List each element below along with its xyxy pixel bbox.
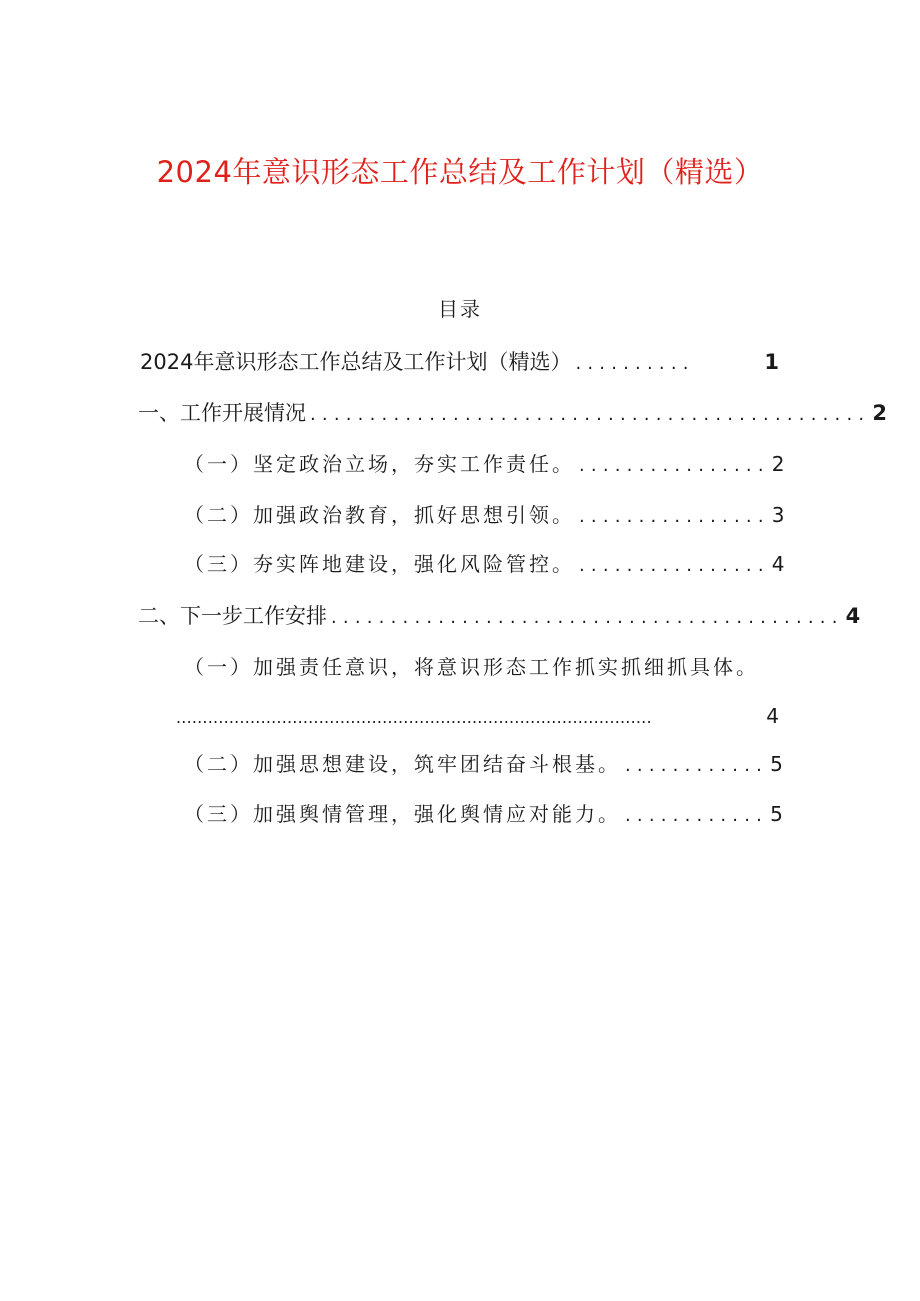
toc-page-number: 4: [845, 604, 861, 628]
toc-entry-text: （三）夯实阵地建设，强化风险管控。: [184, 552, 575, 576]
toc-entry-section-1[interactable]: [138, 397, 887, 429]
toc-page-number: 1: [764, 350, 779, 374]
toc-page-number: 4: [771, 552, 785, 576]
document-title: 2024年意识形态工作总结及工作计划（精选）: [156, 155, 764, 189]
toc-entry-section-2-1-continuation[interactable]: [176, 700, 779, 732]
toc-entry-section-1-2[interactable]: [184, 499, 785, 531]
toc-entry-text: （一）坚定政治立场，夯实工作责任。: [184, 452, 575, 476]
toc-page-number: 3: [771, 503, 785, 527]
toc-entry-section-2-3[interactable]: [184, 798, 783, 830]
toc-leader-dots: ............: [625, 755, 769, 776]
toc-entry-text: （三）加强舆情管理，强化舆情应对能力。: [184, 802, 621, 826]
toc-entry-text: 一、工作开展情况: [138, 401, 306, 425]
toc-leader-dots: ..........................................................................................: [176, 708, 652, 727]
toc-leader-dots: ..........: [575, 353, 695, 374]
toc-page-number: 4: [766, 704, 779, 728]
toc-entry-text: （二）加强思想建设，筑牢团结奋斗根基。: [184, 752, 621, 776]
toc-page-number: 5: [770, 802, 783, 826]
toc-leader-dots: ................: [579, 506, 770, 527]
toc-entry-section-1-1[interactable]: [184, 448, 785, 480]
toc-entry-text: （二）加强政治教育，抓好思想引领。: [184, 503, 575, 527]
toc-leader-dots: ................: [579, 455, 770, 476]
toc-leader-dots: ...........................................: [331, 607, 844, 628]
toc-entry-section-2-1[interactable]: （一）加强责任意识，将意识形态工作抓实抓细抓具体。: [184, 655, 759, 679]
toc-entry-text: 二、下一步工作安排: [138, 604, 327, 628]
toc-page-number: 2: [771, 452, 785, 476]
toc-entry-text: 2024年意识形态工作总结及工作计划（精选）: [140, 350, 572, 374]
toc-entry-section-1-3[interactable]: [184, 548, 785, 580]
toc-entry-title[interactable]: [140, 346, 779, 378]
toc-entry-section-2[interactable]: [138, 600, 861, 632]
toc-heading: 目录: [438, 297, 482, 321]
toc-leader-dots: ...............................................: [310, 404, 871, 425]
toc-page-number: 5: [770, 752, 783, 776]
toc-leader-dots: ................: [579, 555, 770, 576]
toc-entry-section-2-2[interactable]: [184, 748, 783, 780]
toc-leader-dots: ............: [625, 805, 769, 826]
toc-page-number: 2: [872, 401, 887, 425]
